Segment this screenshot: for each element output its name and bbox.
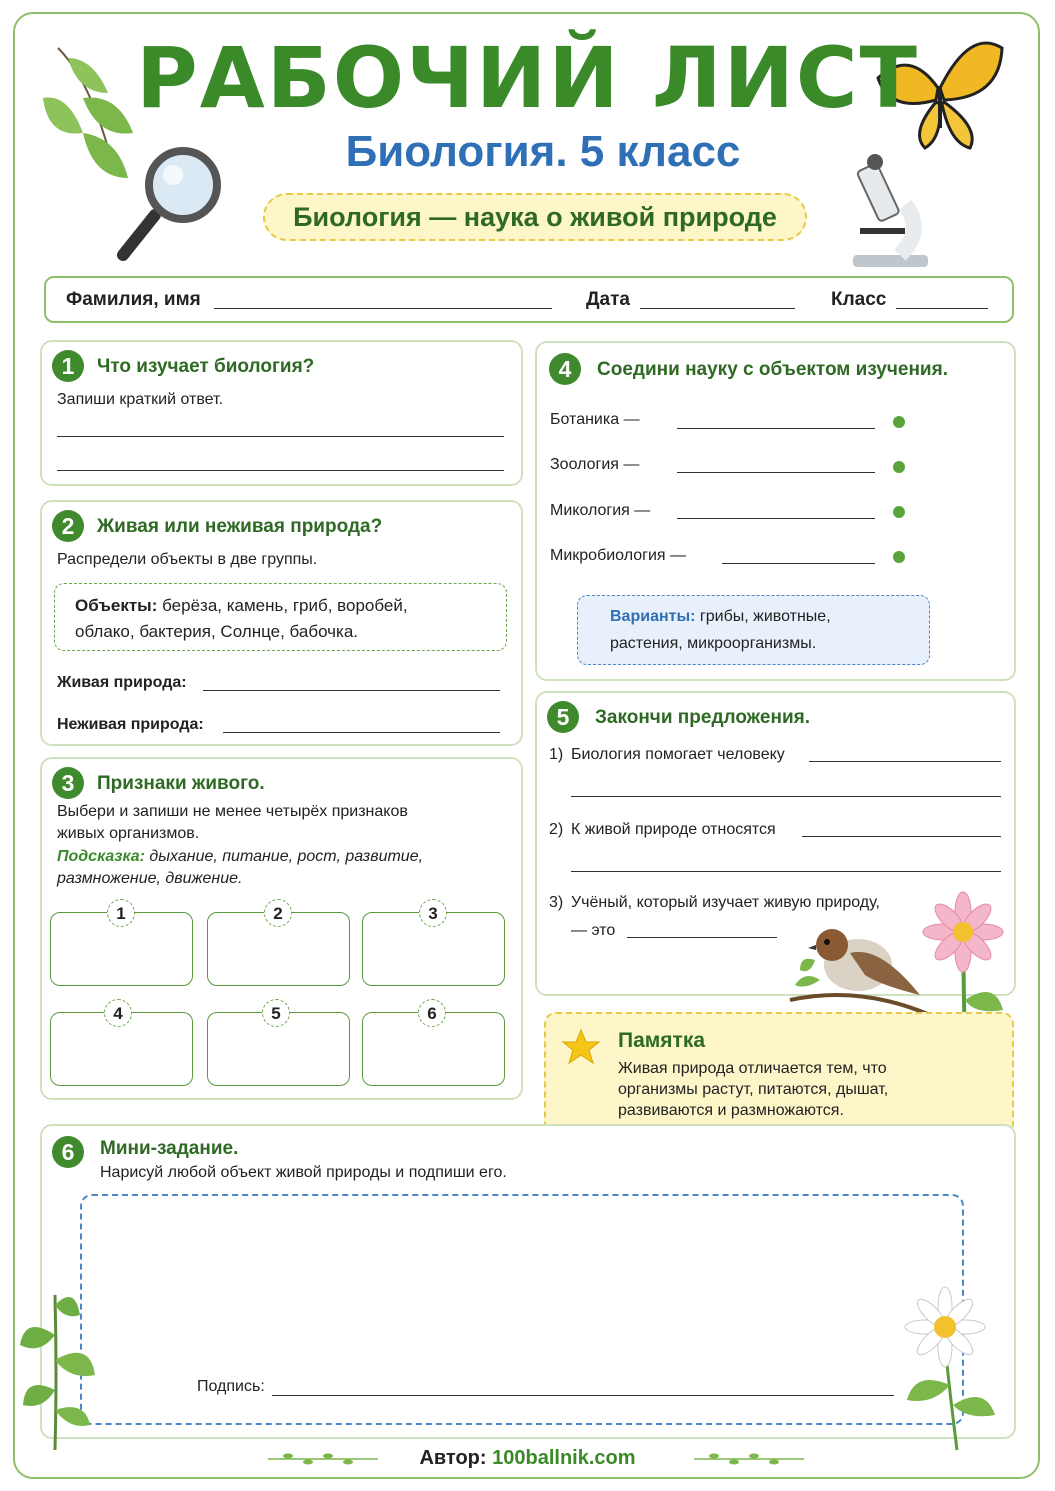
task1-title: Что изучает биология? — [97, 356, 315, 377]
page-subtitle: Биология. 5 класс — [345, 127, 741, 176]
student-info-bar — [44, 276, 1014, 323]
memo-line-1: Живая природа отличается тем, что — [618, 1060, 887, 1077]
task2-number: 2 — [52, 510, 84, 542]
objects-line-1: Объекты: берёза, камень, гриб, воробей, — [75, 596, 408, 615]
class-label: Класс — [831, 289, 887, 310]
objects-line-2: облако, бактерия, Солнце, бабочка. — [75, 622, 358, 641]
task4-title: Соедини науку с объектом изучения. — [597, 359, 948, 380]
task3-title: Признаки живого. — [97, 773, 265, 794]
trait-box-number-3: 3 — [419, 899, 447, 927]
science-zoology-field[interactable] — [677, 472, 875, 473]
date-label: Дата — [586, 289, 630, 310]
task3-hint-line-1: Подсказка: дыхание, питание, рост, развитие, — [57, 848, 424, 865]
task3-number: 3 — [52, 767, 84, 799]
signature-field[interactable] — [272, 1395, 894, 1396]
science-mycology-field[interactable] — [677, 518, 875, 519]
sentence2-number: 2) — [549, 821, 564, 838]
task2-title: Живая или неживая природа? — [97, 516, 383, 537]
science-botany: Ботаника — — [550, 411, 640, 428]
footer-author — [0, 1447, 1055, 1470]
trait-box-number-4: 4 — [104, 999, 132, 1027]
memo-box — [544, 1012, 1014, 1136]
nonliving-field[interactable] — [223, 732, 500, 733]
task4-card — [535, 341, 1016, 681]
sentence3-number: 3) — [549, 894, 564, 911]
memo-title: Памятка — [618, 1029, 706, 1052]
sentence1-field-2[interactable] — [571, 796, 1001, 797]
task1-number: 1 — [52, 350, 84, 382]
options-line-2: растения, микроорганизмы. — [610, 635, 817, 652]
page-title: РАБОЧИЙ ЛИСТ — [136, 29, 919, 127]
name-field[interactable] — [214, 308, 552, 309]
sentence3-cont: — это — [571, 922, 616, 939]
author-label: Автор: — [419, 1447, 487, 1469]
trait-box-number-1: 1 — [107, 899, 135, 927]
memo-line-3: развиваются и размножаются. — [618, 1102, 844, 1119]
options-box — [577, 595, 930, 665]
daisy-icon — [895, 1285, 1005, 1455]
match-dot[interactable] — [893, 506, 905, 518]
sentence2-text: К живой природе относятся — [571, 821, 776, 838]
name-label: Фамилия, имя — [66, 289, 201, 310]
living-field[interactable] — [203, 690, 500, 691]
task6-card — [40, 1124, 1016, 1439]
drawing-area[interactable] — [80, 1194, 964, 1425]
motto-banner: Биология — наука о живой природе — [263, 193, 807, 241]
trait-box-number-6: 6 — [418, 999, 446, 1027]
task6-instruction: Нарисуй любой объект живой природы и подпиши его. — [100, 1164, 507, 1181]
science-zoology: Зоология — — [550, 456, 640, 473]
task5-title: Закончи предложения. — [595, 707, 810, 728]
date-field[interactable] — [640, 308, 795, 309]
sentence3-text: Учёный, который изучает живую природу, — [571, 894, 880, 911]
task3-card — [40, 757, 523, 1100]
memo-line-2: организмы растут, питаются, дышат, — [618, 1081, 889, 1098]
match-dot[interactable] — [893, 551, 905, 563]
living-label: Живая природа: — [57, 674, 187, 691]
vine-divider-icon — [694, 1452, 804, 1466]
science-microbiology: Микробиология — — [550, 547, 687, 564]
science-microbiology-field[interactable] — [722, 563, 875, 564]
task2-card — [40, 500, 523, 746]
sentence3-field[interactable] — [627, 937, 777, 938]
star-icon — [562, 1028, 600, 1066]
task3-instruction-2: живых организмов. — [57, 825, 200, 842]
task1-card — [40, 340, 523, 486]
author-link[interactable]: 100ballnik.com — [492, 1447, 636, 1469]
leaf-sprig-icon — [15, 1285, 100, 1455]
science-botany-field[interactable] — [677, 428, 875, 429]
task6-number: 6 — [52, 1136, 84, 1168]
sentence2-field-2[interactable] — [571, 871, 1001, 872]
trait-box-number-5: 5 — [262, 999, 290, 1027]
task1-answer-line-1[interactable] — [57, 436, 504, 437]
nonliving-label: Неживая природа: — [57, 716, 204, 733]
sentence1-text: Биология помогает человеку — [571, 746, 785, 763]
task1-answer-line-2[interactable] — [57, 470, 504, 471]
task3-instruction-1: Выбери и запиши не менее четырёх признаков — [57, 803, 408, 820]
trait-box-number-2: 2 — [264, 899, 292, 927]
signature-label: Подпись: — [197, 1378, 265, 1395]
sentence1-field[interactable] — [809, 761, 1001, 762]
match-dot[interactable] — [893, 461, 905, 473]
task6-title: Мини-задание. — [100, 1138, 239, 1159]
sentence2-field[interactable] — [802, 836, 1001, 837]
task4-number: 4 — [549, 353, 581, 385]
task3-hint-line-2: размножение, движение. — [57, 870, 243, 887]
task2-instruction: Распредели объекты в две группы. — [57, 551, 318, 568]
sentence1-number: 1) — [549, 746, 564, 763]
task1-instruction: Запиши краткий ответ. — [57, 391, 224, 408]
match-dot[interactable] — [893, 416, 905, 428]
objects-box — [54, 583, 507, 651]
science-mycology: Микология — — [550, 502, 651, 519]
task5-number: 5 — [547, 701, 579, 733]
class-field[interactable] — [896, 308, 988, 309]
options-line-1: Варианты: грибы, животные, — [610, 608, 831, 625]
